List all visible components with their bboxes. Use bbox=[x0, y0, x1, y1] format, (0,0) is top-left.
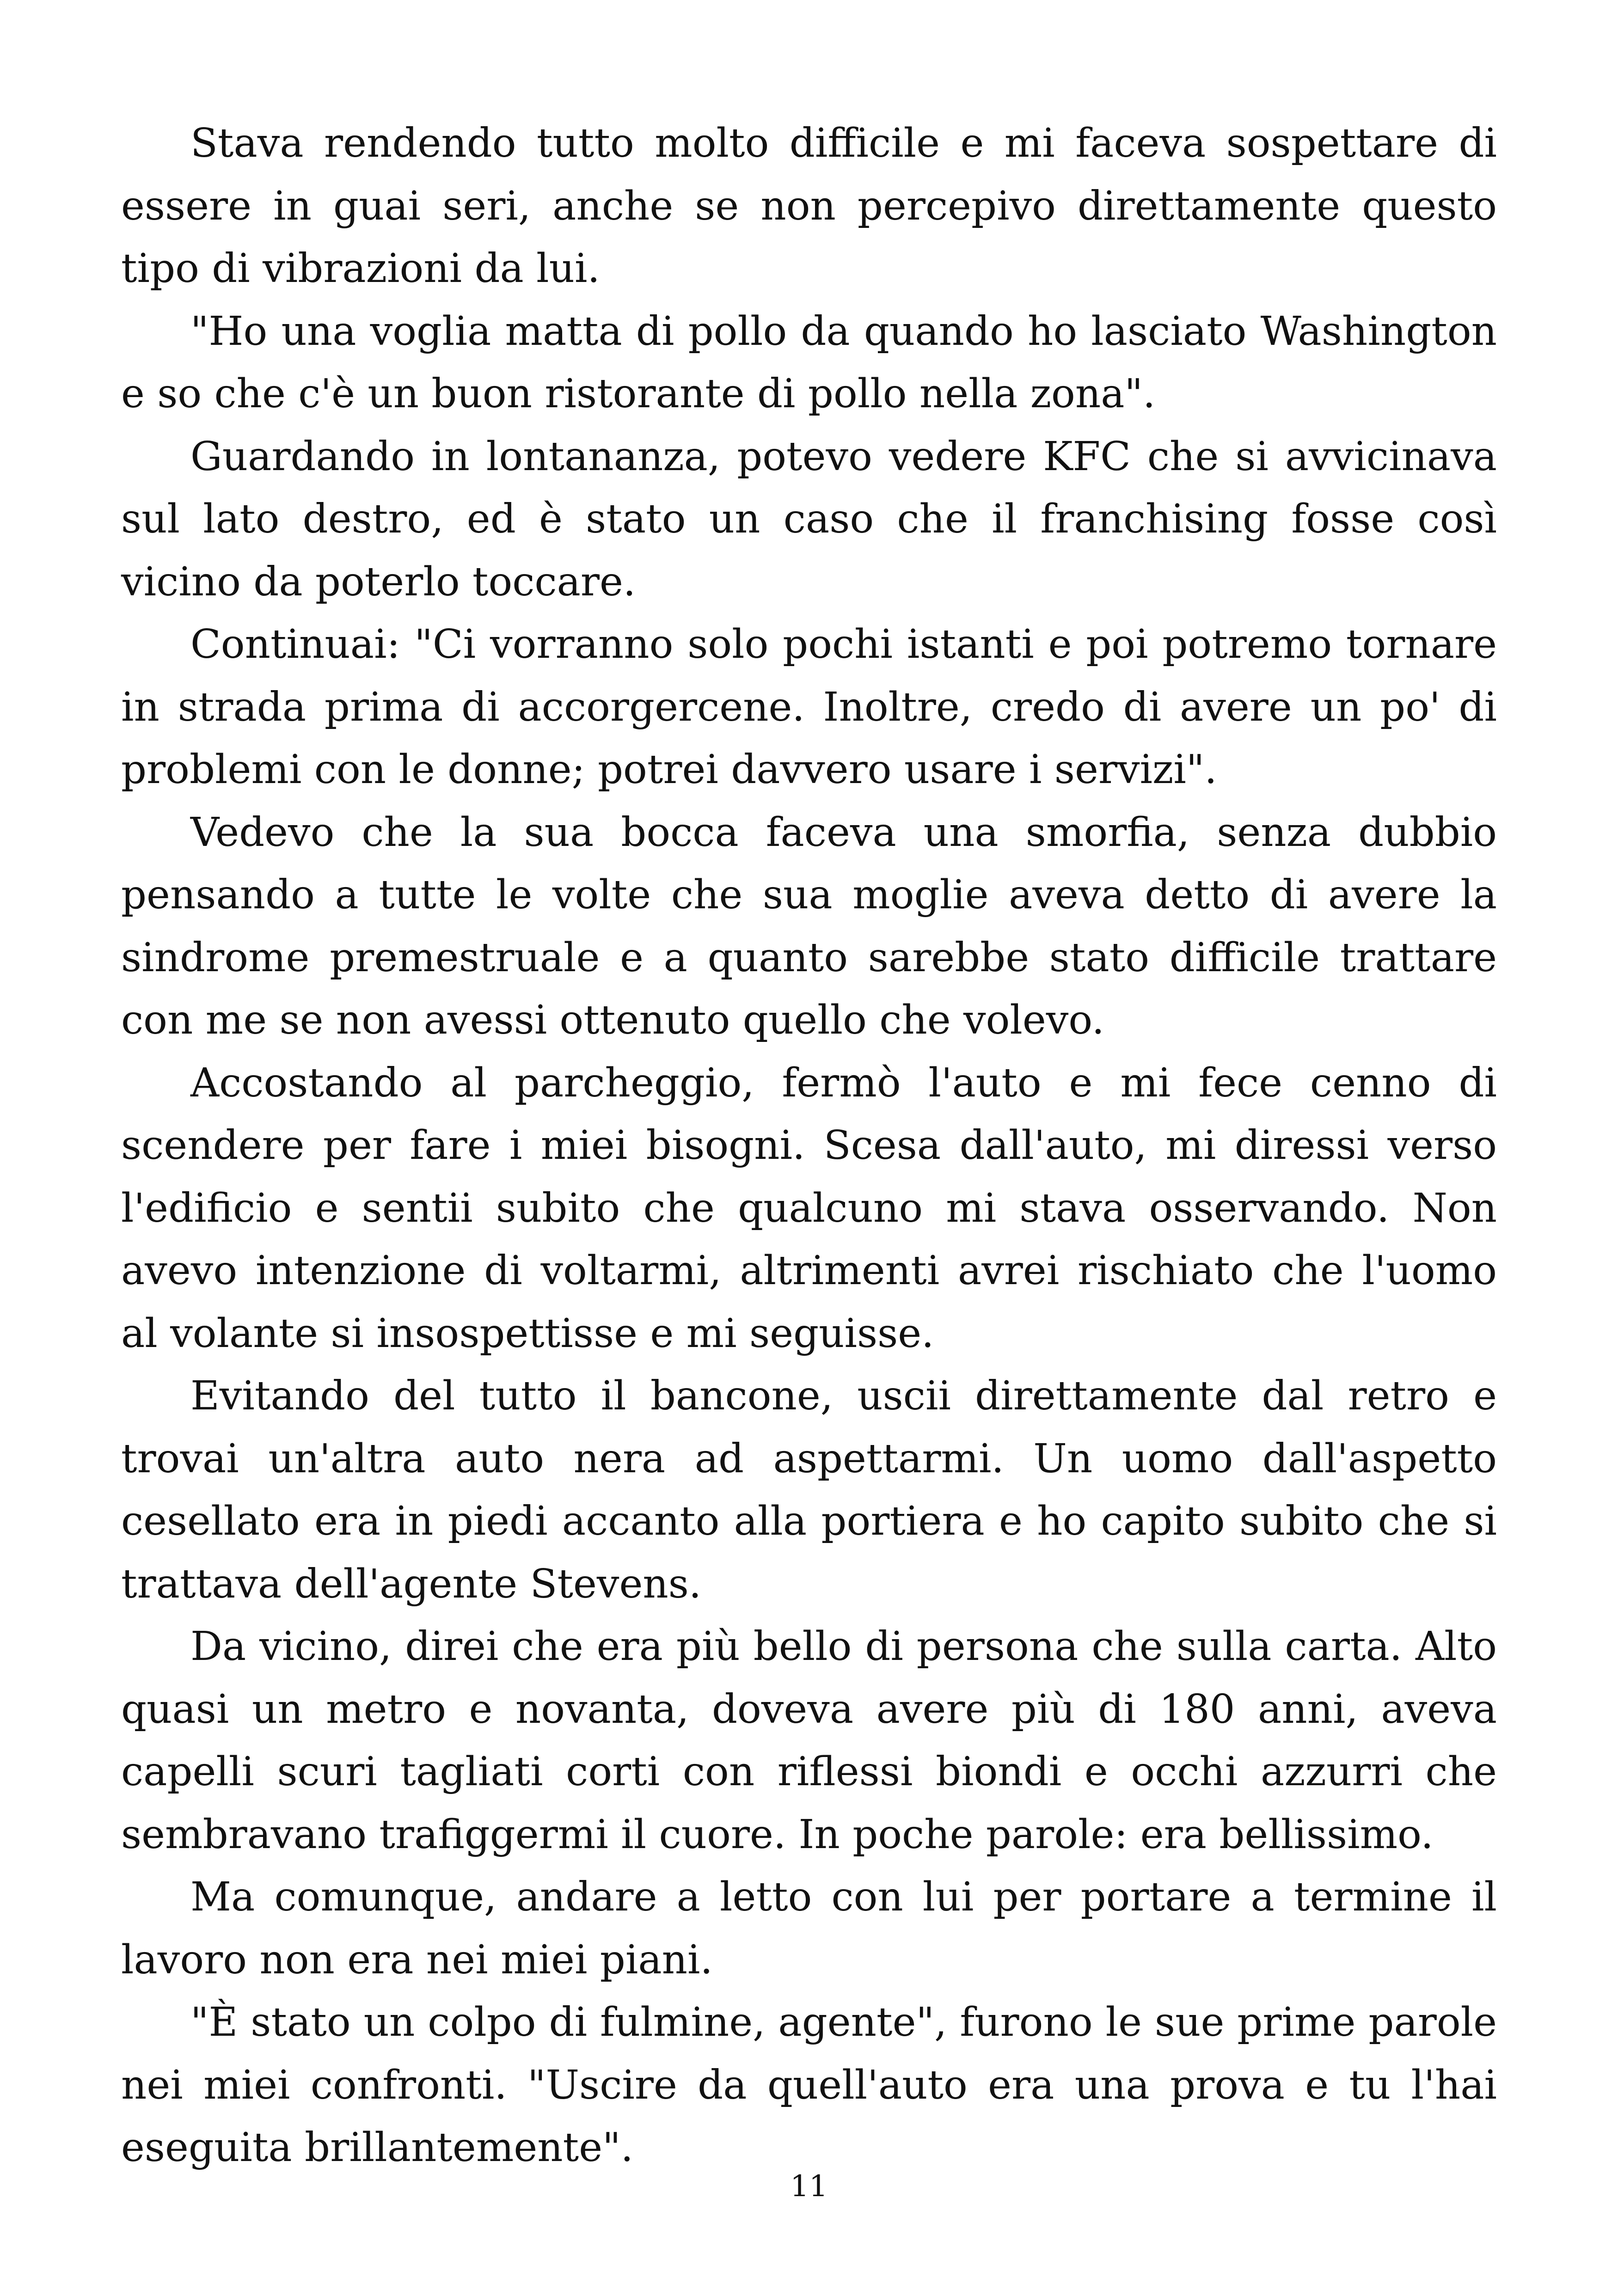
paragraph: Guardando in lontananza, potevo vedere KFC che si avvicinava sul lato destro, ed è stato un caso che il franchising fosse così vicino da poterlo toccare. bbox=[121, 433, 1497, 605]
body-text bbox=[121, 112, 1497, 2180]
paragraph: Accostando al parcheggio, fermò l'auto e mi fece cenno di scendere per fare i miei bisogni. Scesa dall'auto, mi diressi verso l'edificio e sentii subito che qualcuno mi stava osservando. Non avevo intenzione di voltarmi, altrimenti avrei rischiato che l'uomo al volante si insospettisse e mi seguisse. bbox=[121, 1059, 1497, 1357]
paragraph: Continuai: "Ci vorranno solo pochi istanti e poi potremo tornare in strada prima di accorgercene. Inoltre, credo di avere un po' di problemi con le donne; potrei davvero usare i servizi". bbox=[121, 621, 1497, 793]
paragraph: "Ho una voglia matta di pollo da quando ho lasciato Washington e so che c'è un buon ristorante di pollo nella zona". bbox=[121, 308, 1497, 417]
paragraph: Da vicino, direi che era più bello di persona che sulla carta. Alto quasi un metro e novanta, doveva avere più di 180 anni, aveva capelli scuri tagliati corti con riflessi biondi e occhi azzurri che sembravano trafiggermi il cuore. In poche parole: era bellissimo. bbox=[121, 1623, 1497, 1858]
page-number: 11 bbox=[790, 2169, 828, 2204]
paragraph: Vedevo che la sua bocca faceva una smorfia, senza dubbio pensando a tutte le volte che sua moglie aveva detto di avere la sindrome premestruale e a quanto sarebbe stato difficile trattare con me se non avessi ottenuto quello che volevo. bbox=[121, 809, 1497, 1043]
paragraph: "È stato un colpo di fulmine, agente", furono le sue prime parole nei miei confronti. "Uscire da quell'auto era una prova e tu l'hai eseguita brillantemente". bbox=[121, 1999, 1497, 2171]
paragraph: Stava rendendo tutto molto difficile e mi faceva sospettare di essere in guai seri, anche se non percepivo direttamente questo tipo di vibrazioni da lui. bbox=[121, 120, 1497, 292]
paragraph: Evitando del tutto il bancone, uscii direttamente dal retro e trovai un'altra auto nera ad aspettarmi. Un uomo dall'aspetto cesellato era in piedi accanto alla portiera e ho capito subito che si trattava dell'agente Stevens. bbox=[121, 1373, 1497, 1607]
paragraph: Ma comunque, andare a letto con lui per portare a termine il lavoro non era nei miei piani. bbox=[121, 1874, 1497, 1983]
